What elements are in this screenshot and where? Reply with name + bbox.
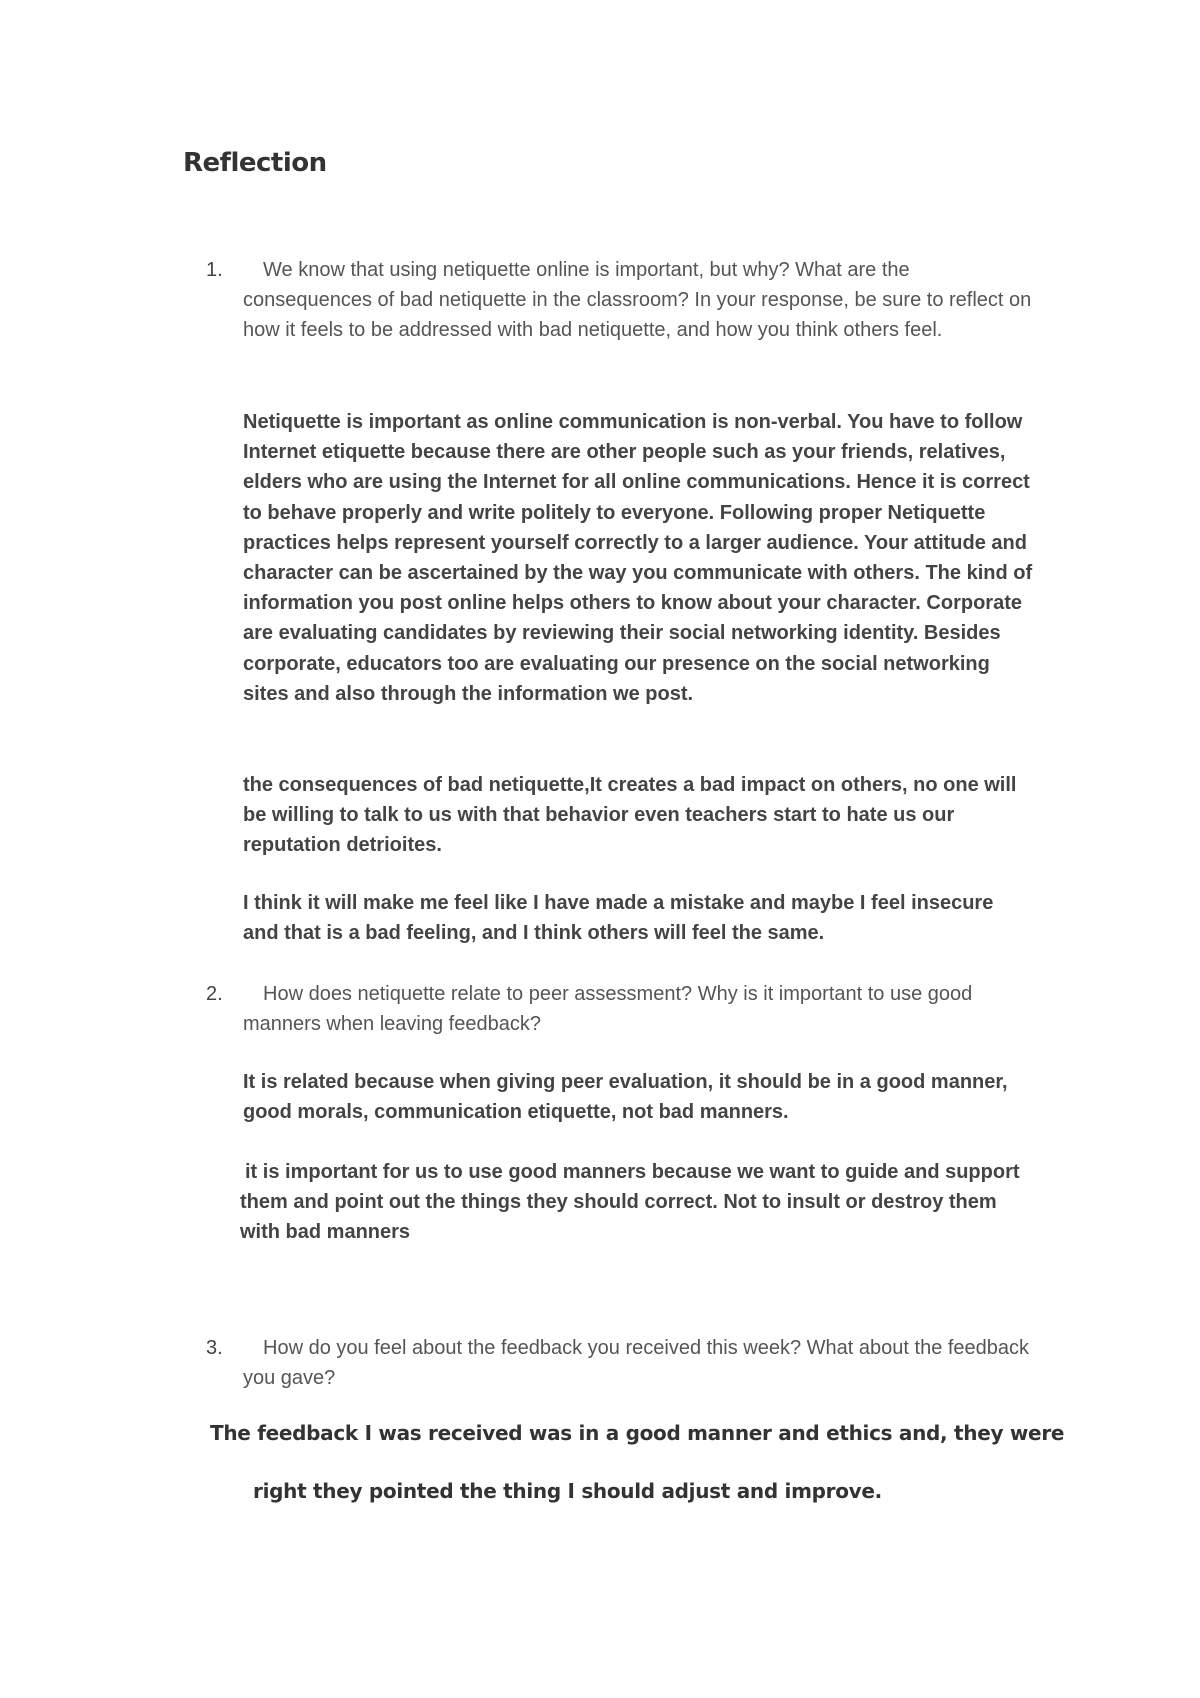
question-1-text: We know that using netiquette online is important, but why? What are the consequences of bad netiquette in the classroom? In your response, be sure to reflect on how it feels to be addressed with bad netiquette, and how you think others feel. — [243, 259, 1032, 341]
question-2-answer-1: It is related because when giving peer evaluation, it should be in a good manner, good morals, communication etiquette, not bad manners. — [243, 1071, 1008, 1124]
question-1-number: 1. — [206, 259, 223, 281]
question-2-answer-2: it is important for us to use good manners because we want to guide and support them and point out the things they should correct. Not to insult or destroy them with bad manners — [240, 1161, 1020, 1244]
question-1-answer-1: Netiquette is important as online communication is non-verbal. You have to follow Internet etiquette because there are other people such as your friends, relatives, elders who are using the Internet for all online communications. Hence it is correct to behave properly and write politely to everyone. Following proper Netiquette practices helps represent yourself correctly to a larger audience. Your attitude and character can be ascertained by the way you communicate with others. The kind of information you post online helps others to know about your character. Corporate are evaluating candidates by reviewing their social networking identity. Besides corporate, educators too are evaluating our presence on the social networking sites and also through the information we post. — [243, 411, 1033, 705]
question-2-number: 2. — [206, 983, 223, 1005]
question-3-number: 3. — [206, 1337, 223, 1359]
question-3-answer-2: right they pointed the thing I should adjust and improve. — [253, 1479, 882, 1503]
question-2-text: How does netiquette relate to peer assessment? Why is it important to use good manners when leaving feedback? — [243, 983, 973, 1035]
question-1-answer-3: I think it will make me feel like I have made a mistake and maybe I feel insecure and that is a bad feeling, and I think others will feel the same. — [243, 892, 994, 945]
question-3-answer-1: The feedback I was received was in a good manner and ethics and, they were — [210, 1421, 1065, 1445]
question-1-answer-2: the consequences of bad netiquette,It creates a bad impact on others, no one will be willing to talk to us with that behavior even teachers start to hate us our reputation detrioites. — [243, 774, 1017, 857]
question-3-text: How do you feel about the feedback you received this week? What about the feedback you gave? — [243, 1337, 1030, 1389]
page-title: Reflection — [183, 148, 327, 178]
